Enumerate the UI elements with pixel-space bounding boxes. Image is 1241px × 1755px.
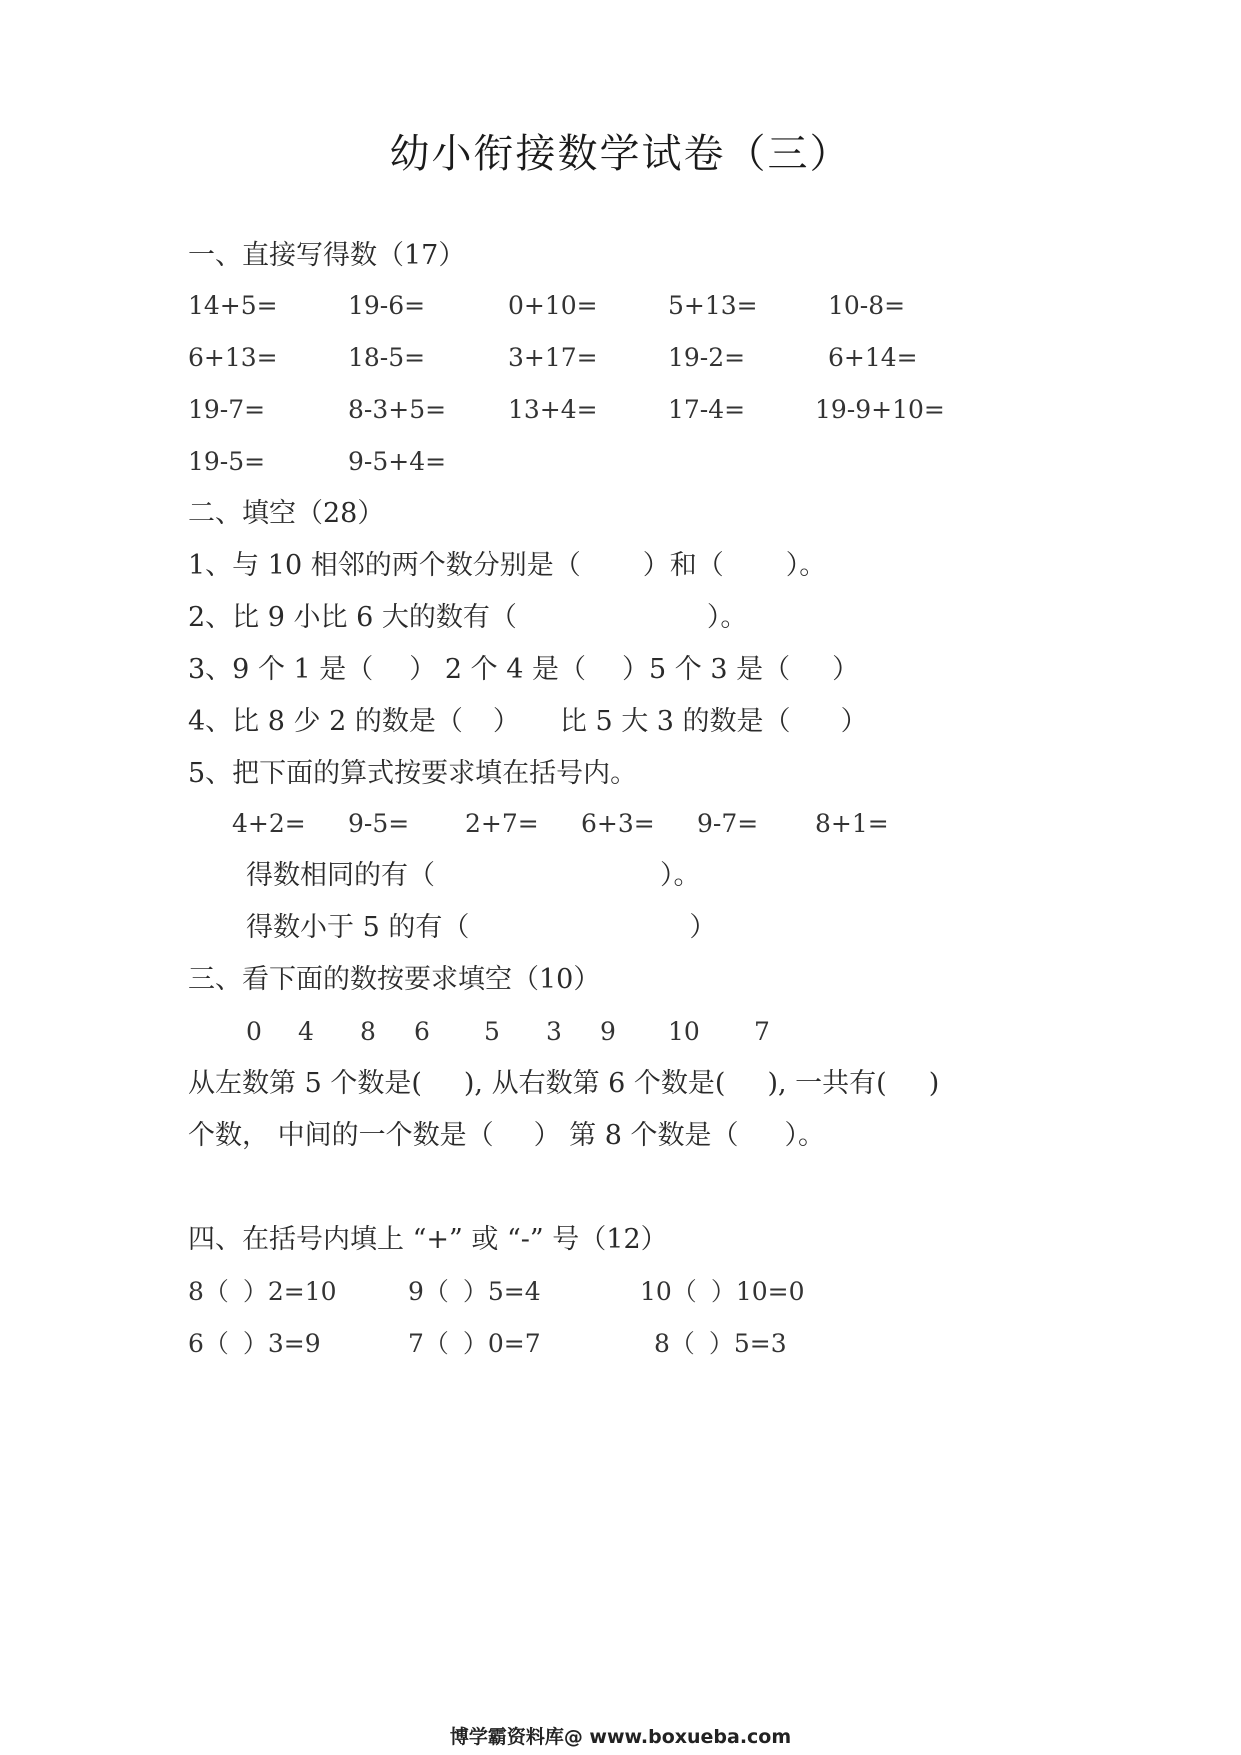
question-3-text: ） 2 个 4 是（ xyxy=(409,654,586,685)
q5-same-result-text: 得数相同的有（ xyxy=(246,860,435,891)
exercise: 9-5+4= xyxy=(348,447,447,476)
exercise: 19-5= xyxy=(188,447,266,476)
number-item: 4 xyxy=(298,1017,314,1046)
exercise: 3+17= xyxy=(508,343,598,372)
question-1 xyxy=(188,548,826,584)
question-4-text: ） xyxy=(492,706,520,737)
sign-exercise xyxy=(654,1326,787,1362)
section-3-text: 个数， 中间的一个数是（ xyxy=(188,1120,494,1151)
q5-expression: 6+3= xyxy=(581,809,655,838)
sign-exercise xyxy=(640,1274,804,1310)
question-4-text: 4、比 8 少 2 的数是（ xyxy=(188,706,463,737)
q5-same-result-text: ）。 xyxy=(660,860,701,891)
page-title: 幼小衔接数学试卷（三） xyxy=(389,131,852,177)
number-item: 6 xyxy=(414,1017,430,1046)
exercise: 8-3+5= xyxy=(348,395,447,424)
number-item: 3 xyxy=(546,1017,562,1046)
section-3-text: 从左数第 5 个数是( xyxy=(188,1068,422,1099)
q5-expression: 9-5= xyxy=(348,809,410,838)
number-item: 10 xyxy=(668,1017,700,1046)
sign-exercise-text: ）5=4 xyxy=(462,1277,541,1306)
question-4-text: 比 5 大 3 的数是（ xyxy=(559,706,791,737)
sign-exercise-text: ）2=10 xyxy=(242,1277,337,1306)
section-1-heading: 一、直接写得数（17） xyxy=(188,240,466,271)
section-3-text: ) xyxy=(928,1068,940,1099)
number-item: 5 xyxy=(484,1017,500,1046)
number-item: 8 xyxy=(360,1017,376,1046)
question-2 xyxy=(188,600,747,636)
question-5: 5、把下面的算式按要求填在括号内。 xyxy=(188,758,638,789)
exercise: 19-7= xyxy=(188,395,266,424)
question-2-text: 2、比 9 小比 6 大的数有（ xyxy=(188,602,517,633)
sign-exercise xyxy=(408,1326,541,1362)
q5-less-than-5-text: 得数小于 5 的有（ xyxy=(246,912,470,943)
sign-exercise-text: ）3=9 xyxy=(242,1329,321,1358)
q5-expression: 9-7= xyxy=(697,809,759,838)
question-3 xyxy=(188,652,859,688)
section-2-heading: 二、填空（28） xyxy=(188,498,385,529)
exercise: 19-2= xyxy=(668,343,746,372)
exercise: 13+4= xyxy=(508,395,598,424)
sign-exercise-text: 8（ xyxy=(188,1277,229,1306)
q5-expression: 8+1= xyxy=(815,809,889,838)
footer-watermark: 博学霸资料库@ www.boxueba.com xyxy=(449,1726,792,1748)
question-3-text: 3、9 个 1 是（ xyxy=(188,654,374,685)
exercise: 17-4= xyxy=(668,395,746,424)
exercise: 19-9+10= xyxy=(815,395,945,424)
sign-exercise-text: 9（ xyxy=(408,1277,449,1306)
section-3-line-1 xyxy=(188,1066,939,1102)
sign-exercise-text: 6（ xyxy=(188,1329,229,1358)
section-3-text: ), 一共有( xyxy=(767,1068,887,1099)
exercise: 5+13= xyxy=(668,291,758,320)
section-3-line-2 xyxy=(188,1118,825,1154)
sign-exercise-text: ）0=7 xyxy=(462,1329,541,1358)
section-3-text: ）。 xyxy=(784,1120,826,1151)
section-3-text: ), 从右数第 6 个数是( xyxy=(463,1068,726,1099)
exercise: 14+5= xyxy=(188,291,278,320)
q5-expression: 4+2= xyxy=(232,809,306,838)
question-1-text: ）和（ xyxy=(642,550,724,581)
section-3-text: ） 第 8 个数是（ xyxy=(533,1120,739,1151)
sign-exercise-text: 7（ xyxy=(408,1329,449,1358)
number-item: 0 xyxy=(246,1017,262,1046)
q5-same-result xyxy=(246,858,701,894)
exercise: 6+14= xyxy=(828,343,918,372)
question-4-text: ） xyxy=(840,706,868,737)
sign-exercise-text: 8（ xyxy=(654,1329,695,1358)
question-3-text: ） xyxy=(832,654,860,685)
sign-exercise-text: 10（ xyxy=(640,1277,697,1306)
question-1-text: ）。 xyxy=(785,550,827,581)
exercise: 19-6= xyxy=(348,291,426,320)
sign-exercise-text: ）5=3 xyxy=(708,1329,787,1358)
exercise: 10-8= xyxy=(828,291,906,320)
section-3-heading: 三、看下面的数按要求填空（10） xyxy=(188,964,601,995)
question-3-text: ）5 个 3 是（ xyxy=(621,654,791,685)
question-4 xyxy=(188,704,868,740)
question-2-text: ）。 xyxy=(706,602,748,633)
sign-exercise xyxy=(188,1326,321,1362)
sign-exercise-text: ）10=0 xyxy=(710,1277,805,1306)
sign-exercise xyxy=(408,1274,541,1310)
exercise: 6+13= xyxy=(188,343,278,372)
exercise: 18-5= xyxy=(348,343,426,372)
q5-less-than-5-text: ） xyxy=(689,912,717,943)
question-1-text: 1、与 10 相邻的两个数分别是（ xyxy=(188,550,581,581)
exercise: 0+10= xyxy=(508,291,598,320)
section-4-heading: 四、在括号内填上 “+” 或 “-” 号（12） xyxy=(188,1224,668,1255)
number-item: 9 xyxy=(600,1017,616,1046)
number-item: 7 xyxy=(754,1017,770,1046)
sign-exercise xyxy=(188,1274,337,1310)
q5-expression: 2+7= xyxy=(465,809,539,838)
q5-less-than-5 xyxy=(246,910,716,946)
